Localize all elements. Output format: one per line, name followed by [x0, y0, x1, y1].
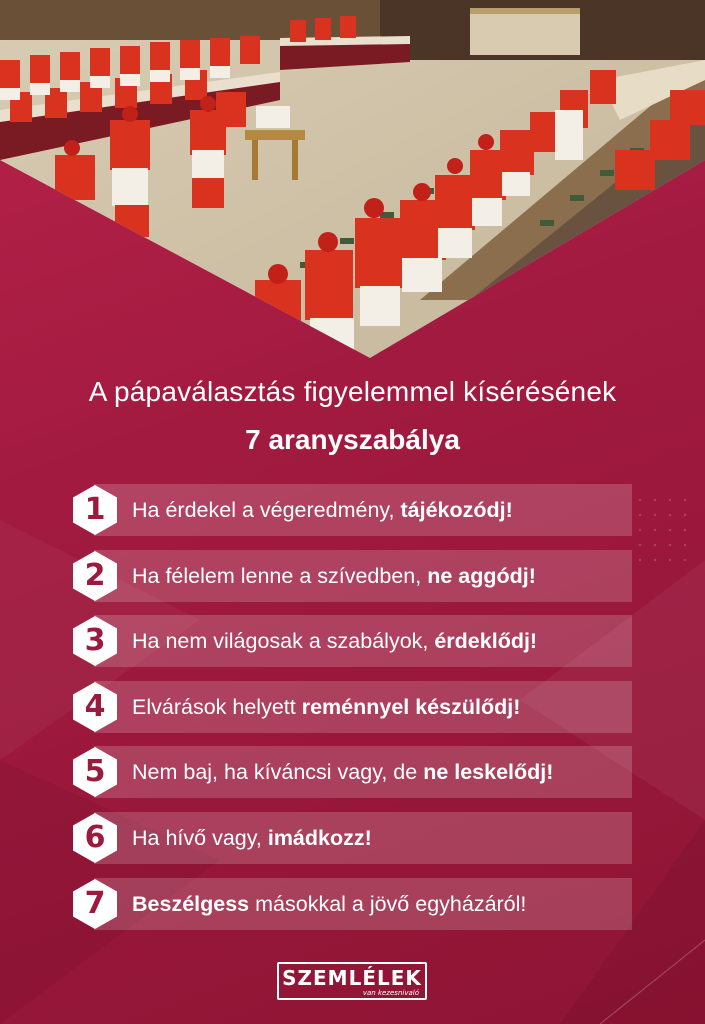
rule-text-normal: Elvárások helyett — [132, 694, 302, 719]
rule-item — [72, 615, 632, 667]
rule-item — [72, 550, 632, 602]
rule-text-bold: tájékozódj! — [400, 498, 513, 522]
rule-text-bold: érdeklődj! — [434, 629, 538, 654]
rule-text — [132, 681, 520, 733]
rule-text-normal: Ha nem világosak a szabályok, — [132, 629, 435, 654]
logo-name: SZEMLÉLEK — [282, 966, 422, 990]
rule-text-bold: Beszélgess — [132, 891, 250, 916]
rule-text — [132, 746, 553, 798]
rule-text-normal: Ha félelem lenne a szívedben, — [132, 563, 428, 588]
rule-item — [72, 484, 632, 536]
rule-text-normal: másokkal a jövő egyházáról! — [249, 891, 527, 916]
rule-item — [72, 681, 632, 733]
rule-text-bold: ne aggódj! — [427, 563, 536, 588]
rule-text — [132, 484, 513, 536]
rule-number: 4 — [84, 688, 106, 724]
rule-text-normal: Nem baj, ha kíváncsi vagy, de — [132, 760, 424, 785]
rule-text-normal: Ha érdekel a végeredmény, — [132, 498, 401, 522]
page-title — [0, 372, 705, 460]
rules-list — [72, 484, 632, 943]
rule-text — [132, 878, 526, 930]
rule-text — [132, 812, 372, 864]
rule-number: 1 — [84, 492, 106, 527]
logo-tagline: van kezesnivaló — [362, 989, 419, 997]
title-line-1: A pápaválasztás figyelemmel kísérésének — [88, 376, 617, 407]
rule-number: 7 — [84, 885, 106, 921]
rule-number: 5 — [84, 754, 106, 790]
rule-item — [72, 746, 632, 798]
rule-number: 6 — [84, 819, 106, 855]
rule-text-normal: Ha hívő vagy, — [132, 825, 268, 850]
conclave-photo — [0, 0, 705, 360]
title-line-2: 7 aranyszabálya — [245, 424, 460, 455]
rule-text-bold: ne leskelődj! — [423, 760, 554, 785]
brand-logo — [277, 962, 427, 1000]
rule-item — [72, 878, 632, 930]
rule-text-bold: reménnyel készülődj! — [301, 694, 521, 719]
rule-number: 3 — [84, 623, 106, 659]
rule-text — [132, 615, 537, 667]
rule-text-bold: imádkozz! — [267, 825, 372, 850]
rule-item — [72, 812, 632, 864]
rule-number: 2 — [84, 557, 106, 593]
rule-text — [132, 550, 536, 602]
